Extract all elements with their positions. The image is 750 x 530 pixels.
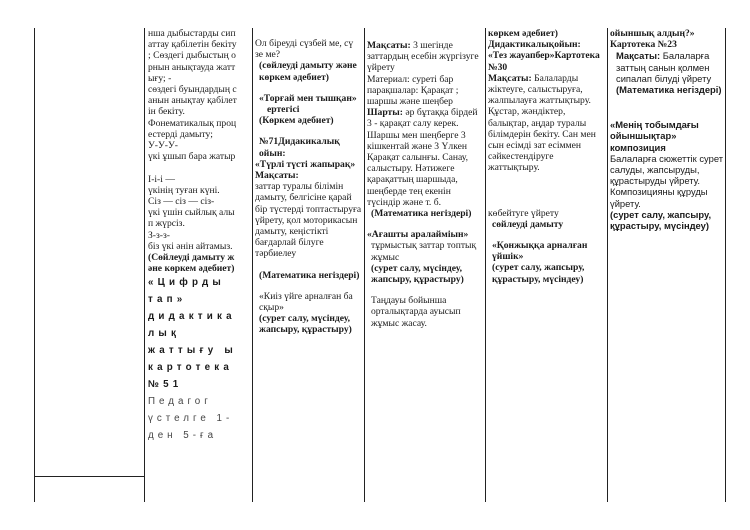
speech-line: У-У-У- — [148, 140, 178, 152]
digit-game-line: жаттығу ы — [148, 345, 237, 357]
digit-game-line: лық — [148, 328, 181, 340]
table-border-right — [725, 28, 726, 502]
speech-line: анын анықтау қабілет — [148, 95, 237, 107]
table-border-1 — [144, 28, 145, 502]
table-border-2 — [252, 28, 253, 502]
math-tag: (Математика негіздері) — [371, 208, 472, 220]
column-speech — [148, 28, 252, 444]
composition-text: Балаларға сюжеттік сурет салуды, жапсыруды, құрастыруды үйрету. Композицияны құруды үйрету. — [610, 152, 724, 209]
game1-sub: ертегісі — [267, 104, 300, 116]
speech-line: сөздегі буындардың с — [148, 84, 237, 96]
teach-text: көбейтуге үйрету — [488, 207, 559, 219]
game2-title: «Түрлі түсті жапырақ» Мақсаты: — [255, 158, 356, 182]
speech-line: үкі үшін сыйлық алы — [148, 207, 235, 219]
work-tag: (сурет салу, мүсіндеу, жапсыру, құрастыру) — [371, 262, 464, 286]
speech-tag-1: (Сөйлеуді дамыту ж — [148, 252, 235, 264]
house-art-tag: (сурет салу, жапсыру, құрастыру, мүсіндеу) — [492, 262, 585, 285]
speech-line: п жүрсіз. — [148, 218, 185, 230]
speech-line: Сіз — сіз — сіз- — [148, 196, 215, 208]
composition-tag: (сурет салу, жапсыру, құрастыру, мүсіндеу) — [610, 208, 712, 232]
speech-line: үкі ұшып бара жатыр — [148, 151, 236, 163]
speech-line: ; Сөздегі дыбыстың о — [148, 50, 236, 62]
toy-aim-tag: (Математика негіздері) — [616, 84, 722, 96]
digit-game-line: дидактика — [148, 311, 236, 323]
digit-game-line: №51 — [148, 379, 183, 391]
table-border-3 — [364, 28, 365, 502]
question-tag: (сөйлеуді дамыту және көркем әдебиет) — [259, 60, 357, 83]
work-title: «Ағашты аралайміын» — [367, 229, 469, 241]
question-text: Ол біреуді сүзбей ме, сү зе ме? — [255, 38, 354, 61]
composition-title: «Менің тобымдағы ойыншықтар» композиция — [610, 119, 699, 153]
toy-card: Картотека №23 — [610, 39, 677, 51]
digit-game-line: картотека — [148, 362, 234, 374]
free-activity: Таңдауы бойынша орталықтарда ауысып жұмыс жасау. — [371, 295, 461, 329]
math-rule: Шарты: әр бұтаққа бірдей 3 - қарақат салу керек. Шаршы мен шеңберге 3 кішкентай және 3 Үлкен Қарақат салынғы. Санау, салыстыру. Нәтижеге қарақаттың шаршыда, шеңберде тең екенін түсіндір және т. б. — [367, 107, 478, 208]
teacher-line: ден 5-ға — [148, 430, 218, 442]
speech-text-lines — [148, 28, 252, 252]
teach-tag: сөйлеуді дамыту — [492, 218, 564, 230]
teacher-line: үстелге 1- — [148, 413, 234, 425]
speech-line: ін бекіту. — [148, 106, 185, 118]
game2-tag: (Математика негіздері) — [259, 269, 360, 281]
toy-question: ойыншық алдың?» — [610, 28, 695, 39]
speech-line: I-i-i — — [148, 173, 175, 185]
table-border-left — [34, 28, 35, 502]
game1-tag: (Көркем әдебиет) — [259, 115, 334, 127]
math-aim: Мақсаты: 3 шегінде заттардың есебін жүргізуге үйрету — [367, 40, 479, 74]
game-title: «Тез жауапбер»Картотека №30 — [488, 50, 600, 73]
column-toys — [610, 28, 724, 231]
classify-aim: Мақсаты: Балаларды жіктеуге, салыстыруға, жалпылауға жаттықтыру. Құстар, жәндіктер, балықтар, аңдар туралы білімдерін бекіту. Сан мен сын есімді зат есіммен сәйкестендіруге жаттықтыру. — [488, 72, 596, 174]
speech-line: рнын анықтауда жатт — [148, 61, 236, 73]
speech-line: үкінің туған күні. — [148, 184, 220, 196]
work-sub: тұрмыстық заттар топтық жұмыс — [371, 240, 477, 263]
speech-line: нша дыбыстарды сип — [148, 28, 236, 39]
speech-line: біз үкі әнін айтамыз. — [148, 240, 233, 252]
column-math — [367, 28, 484, 329]
game1-title: «Торғай мен тышқан» — [259, 92, 357, 104]
speech-line: естерді дамыту; — [148, 128, 213, 140]
digit-game-line: «Цифрды — [148, 277, 225, 289]
game2-aim: заттар туралы білімін дамыту, белгісіне қарай бір түстерді топтастыруға үйрету, қол моторикасын дамыту, кеңістікті бағдарлай білуге тәрбиелеу — [255, 181, 362, 260]
speech-tag-2: әне көркем әдебиет) — [148, 263, 235, 275]
column-games — [255, 28, 363, 336]
teacher-instruction — [148, 393, 252, 444]
teacher-line: Педагог — [148, 396, 212, 408]
art-title: «Киіз үйге арналған ба сқыр» — [259, 290, 353, 314]
art-tag: (сурет салу, мүсіндеу, жапсыру, құрастыру) — [259, 313, 352, 336]
table-border-5 — [607, 28, 608, 502]
digit-game-title — [148, 274, 252, 393]
table-bottom-segment — [34, 476, 144, 477]
table-border-4 — [485, 28, 486, 502]
math-material: Материал: суреті бар парақшалар: Қарақат ; шаршы және шеңбер — [367, 73, 459, 108]
toy-aim: Мақсаты: Балаларға заттың санын қолмен сипалап білуді үйрету — [616, 50, 712, 84]
column-classify — [488, 28, 606, 285]
speech-line: З-з-з- — [148, 229, 170, 241]
game-type: Дидактикалықойын: — [488, 39, 581, 51]
game2-number: №71Дидакикалық ойын: — [259, 136, 340, 159]
digit-game-line: тап» — [148, 294, 187, 306]
speech-line — [148, 162, 252, 173]
house-art-title: «Қонжыққа арналған үйшік» — [492, 240, 588, 263]
top-tag: көркем әдебиет) — [488, 28, 558, 39]
speech-line: Фонематикалық проц — [148, 117, 237, 129]
speech-line: аттау қабілетін бекіту — [148, 39, 237, 51]
speech-line: ығу; - — [148, 72, 172, 84]
